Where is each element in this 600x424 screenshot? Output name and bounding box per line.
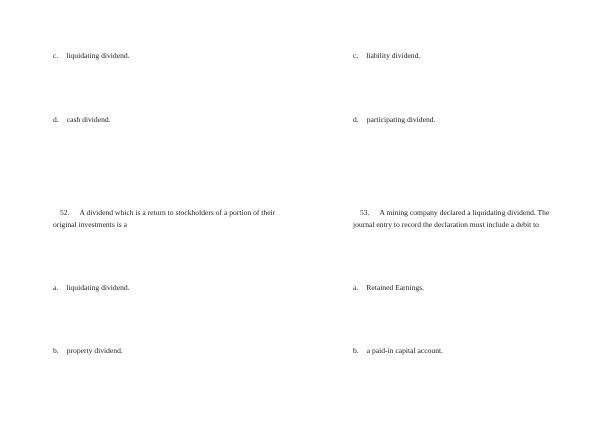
answer-option-c [53, 50, 130, 62]
question-text: A mining company declared a liquidating dividend. The journal entry to record the declaration must include a debit to [353, 208, 550, 229]
option-text: cash dividend. [66, 115, 111, 124]
option-letter: a. [353, 283, 359, 292]
answer-option-d [353, 114, 435, 126]
answer-option-b [53, 345, 123, 357]
option-text: liquidating dividend. [66, 283, 130, 292]
answer-option-b [353, 345, 443, 357]
question-number: 53. [360, 208, 370, 217]
question-text: A dividend which is a return to stockholders of a portion of their original investments is a [53, 208, 276, 229]
option-text: a paid-in capital account. [366, 346, 444, 355]
option-text: liability dividend. [366, 51, 421, 60]
option-letter: d. [353, 115, 359, 124]
option-letter: a. [53, 283, 59, 292]
option-text: participating dividend. [366, 115, 436, 124]
option-letter: c. [353, 51, 359, 60]
answer-option-a [53, 282, 130, 294]
question-52 [53, 207, 283, 231]
answer-option-c [353, 50, 420, 62]
option-text: property dividend. [66, 346, 123, 355]
option-text: Retained Earnings. [366, 283, 425, 292]
answer-option-a [353, 282, 424, 294]
option-letter: c. [53, 51, 59, 60]
question-53 [353, 207, 568, 231]
answer-option-d [53, 114, 111, 126]
option-letter: d. [53, 115, 59, 124]
question-number: 52. [60, 208, 70, 217]
option-letter: b. [353, 346, 359, 355]
option-letter: b. [53, 346, 59, 355]
option-text: liquidating dividend. [66, 51, 130, 60]
